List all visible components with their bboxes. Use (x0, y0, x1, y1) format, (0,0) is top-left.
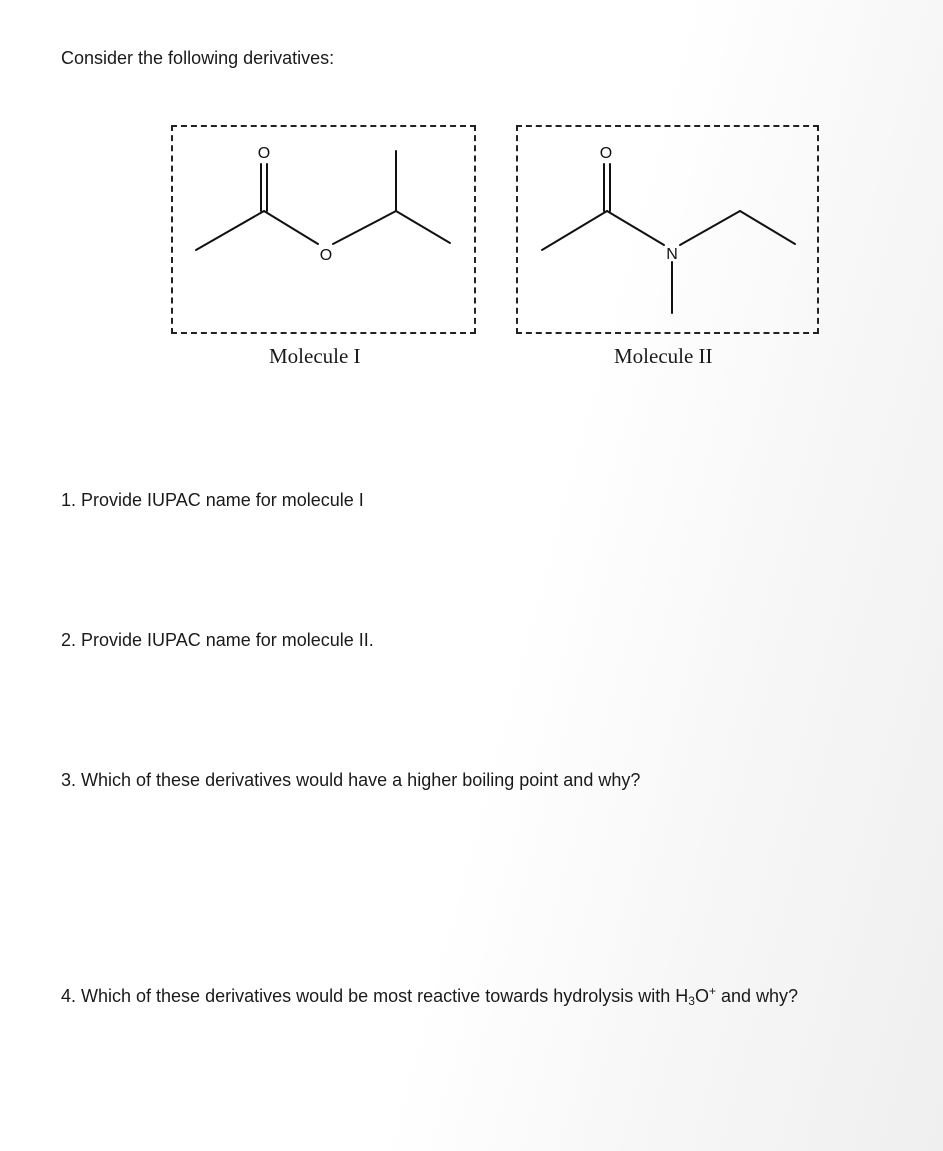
molecule-i-caption: Molecule I (269, 344, 361, 368)
molecule-i-frame (171, 125, 476, 334)
question-4-middle: O (694, 986, 709, 1006)
molecule-i-carbonyl-oxygen-label: O (257, 145, 271, 162)
molecule-ii-carbonyl-oxygen-label: O (599, 145, 613, 162)
intro-text: Consider the following derivatives: (61, 48, 335, 68)
question-2: 2. Provide IUPAC name for molecule II. (61, 630, 374, 650)
molecule-i-ester-oxygen-label: O (319, 247, 333, 264)
question-4-superscript: + (708, 984, 716, 998)
question-4-text-before: 4. Which of these derivatives would be most reactive towards hydrolysis with H (61, 986, 689, 1006)
question-4 (61, 980, 798, 1012)
question-3: 3. Which of these derivatives would have a higher boiling point and why? (61, 770, 641, 790)
molecule-ii-frame (516, 125, 819, 334)
question-4-text-after: and why? (715, 986, 799, 1006)
question-4-subscript: 3 (688, 994, 695, 1008)
question-1: 1. Provide IUPAC name for molecule I (61, 490, 364, 510)
molecule-ii-caption: Molecule II (614, 344, 713, 368)
molecule-ii-nitrogen-label: N (666, 246, 678, 263)
